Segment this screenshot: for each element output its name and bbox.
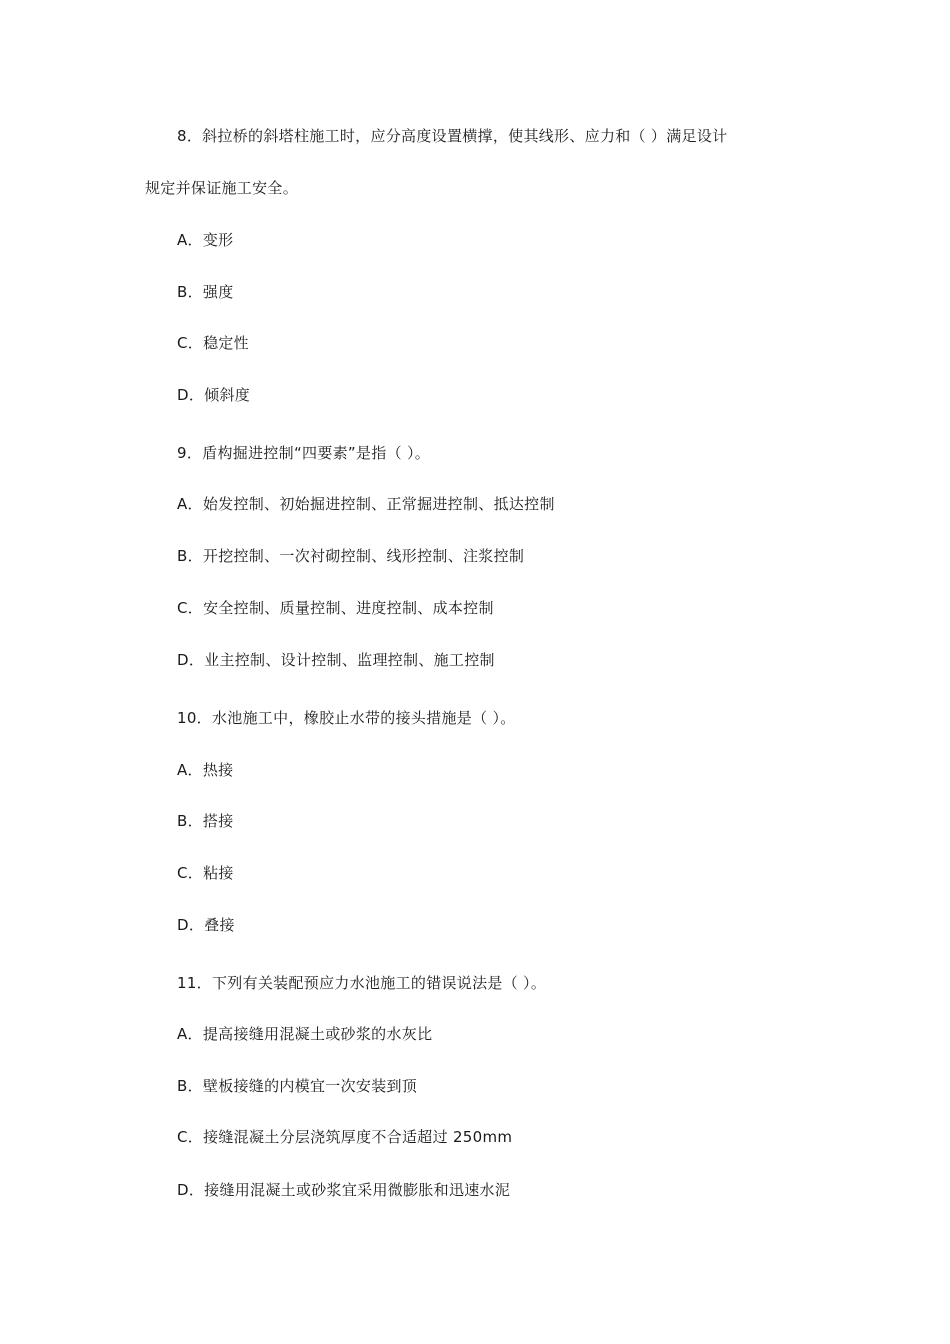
question-11-stem: 11．下列有关装配预应力水池施工的错误说法是（ ）。: [177, 974, 547, 992]
question-8-stem-continued: 规定并保证施工安全。: [145, 179, 299, 197]
question-10-option-b: B．搭接: [177, 812, 234, 830]
question-8-stem: 8．斜拉桥的斜塔柱施工时，应分高度设置横撑，使其线形、应力和（ ）满足设计: [177, 127, 728, 145]
question-10-option-c: C．粘接: [177, 864, 234, 882]
question-9-option-c: C．安全控制、质量控制、进度控制、成本控制: [177, 599, 494, 617]
question-11-option-a: A．提高接缝用混凝土或砂浆的水灰比: [177, 1025, 433, 1043]
question-8-option-b: B．强度: [177, 283, 234, 301]
question-10-stem: 10．水池施工中，橡胶止水带的接头措施是（ ）。: [177, 709, 516, 727]
question-8-option-c: C．稳定性: [177, 334, 249, 352]
question-8-option-a: A．变形: [177, 231, 234, 249]
question-10-option-d: D．叠接: [177, 916, 235, 934]
question-9-option-a: A．始发控制、初始掘进控制、正常掘进控制、抵达控制: [177, 495, 555, 513]
question-9-option-d: D．业主控制、设计控制、监理控制、施工控制: [177, 651, 495, 669]
question-8-option-d: D．倾斜度: [177, 386, 251, 404]
question-9-option-b: B．开挖控制、一次衬砌控制、线形控制、注浆控制: [177, 547, 525, 565]
question-11-option-b: B．壁板接缝的内模宜一次安装到顶: [177, 1077, 418, 1095]
question-11-option-c: C．接缝混凝土分层浇筑厚度不合适超过 250mm: [177, 1128, 513, 1146]
question-9-stem: 9．盾构掘进控制“四要素”是指（ ）。: [177, 444, 431, 462]
question-10-option-a: A．热接: [177, 761, 234, 779]
question-11-option-d: D．接缝用混凝土或砂浆宜采用微膨胀和迅速水泥: [177, 1181, 511, 1199]
